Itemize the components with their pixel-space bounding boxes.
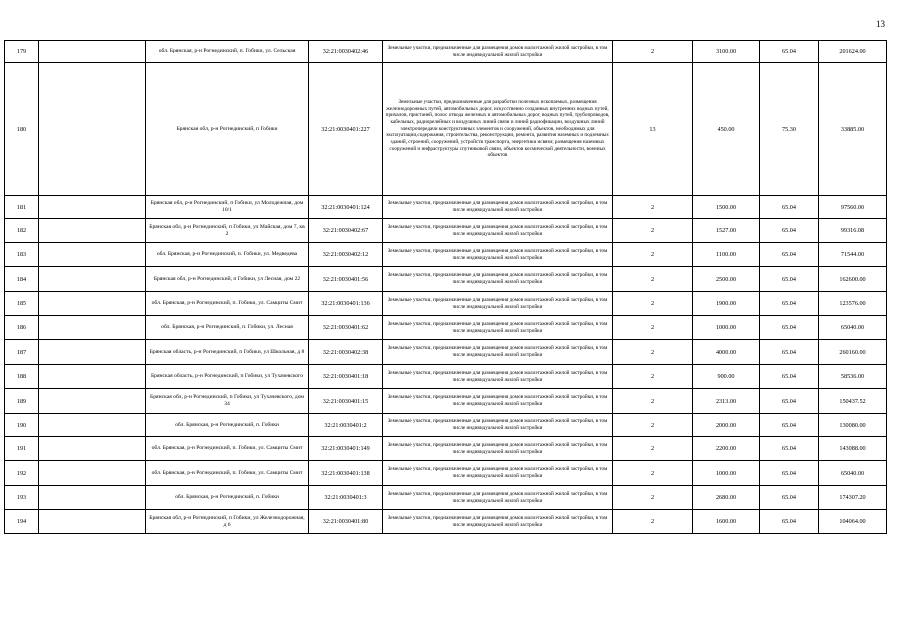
use-group-cell: 2 <box>613 196 693 219</box>
blank-cell <box>39 365 146 389</box>
land-use-purpose-cell: Земельные участки, предназначенные для размещения домов малоэтажной жилой застройки, в том числе индивидуальной жилой застройки <box>383 41 613 63</box>
cadastral-number-cell: 32:21:0030401:15 <box>309 389 383 414</box>
row-index: 180 <box>5 63 39 196</box>
cadastral-value-cell: 201624.00 <box>819 41 887 63</box>
cadastral-number-cell: 32:21:0030402:67 <box>309 219 383 243</box>
table-row <box>5 389 887 414</box>
row-index: 192 <box>5 461 39 486</box>
cadastral-value-cell: 130080.00 <box>819 414 887 437</box>
row-index: 191 <box>5 437 39 461</box>
blank-cell <box>39 340 146 365</box>
specific-value-cell: 65.04 <box>760 219 819 243</box>
use-group-cell: 2 <box>613 41 693 63</box>
table-row <box>5 63 887 196</box>
area-cell: 1000.00 <box>693 316 760 340</box>
address-cell: Брянская область, р-н Рогнединский, п Гобики, ул Тухачевского <box>146 365 309 389</box>
address-cell: обл. Брянская, р-н Рогнединский, п. Гобики, ул. Самциты Смит <box>146 461 309 486</box>
specific-value-cell: 65.04 <box>760 365 819 389</box>
specific-value-cell: 65.04 <box>760 389 819 414</box>
row-index: 194 <box>5 510 39 534</box>
land-use-purpose-cell: Земельные участки, предназначенные для размещения домов малоэтажной жилой застройки, в том числе индивидуальной жилой застройки <box>383 461 613 486</box>
cadastral-number-cell: 32:21:0030401:3 <box>309 486 383 510</box>
cadastral-number-cell: 32:21:0030401:56 <box>309 267 383 292</box>
address-cell: обл. Брянская, р-н Рогнединский, п. Гобики, ул. Самциты Смит <box>146 292 309 316</box>
address-cell: обл. Брянская, р-н Рогнединский, п. Гобики <box>146 414 309 437</box>
blank-cell <box>39 414 146 437</box>
use-group-cell: 2 <box>613 267 693 292</box>
cadastral-value-cell: 65040.00 <box>819 461 887 486</box>
table-row <box>5 267 887 292</box>
cadastral-number-cell: 32:21:0030401:227 <box>309 63 383 196</box>
address-cell: Брянская обл, р-н Рогнединский, п Гобики, ул Железнодорожная, д 6 <box>146 510 309 534</box>
specific-value-cell: 65.04 <box>760 340 819 365</box>
blank-cell <box>39 316 146 340</box>
land-use-purpose-cell: Земельные участки, предназначенные для разработки полезных ископаемых, размещения железнодорожных путей, автомобильных дорог, искусственно созданных внутренних водных путей, причалов, пристаней, полос отвода железных и автомобильных дорог, водных путей, трубопроводов, кабельных, радиорелейных и воздушных линий связи и линий радиофикации, воздушных линий электропередачи конструктивных элементов и сооружений, объектов, необходимых для эксплуатации,содержания, строительства, реконструкции, ремонта, развития наземных и подземных зданий, строений, сооружений, устройств транспорта, энергетики исвязи; размещения наземных сооружений и инфраструктуры спутниковой связи, объектов космической деятельности, военных объектов <box>383 63 613 196</box>
cadastral-value-cell: 174307.20 <box>819 486 887 510</box>
cadastral-value-cell: 58536.00 <box>819 365 887 389</box>
blank-cell <box>39 41 146 63</box>
land-use-purpose-cell: Земельные участки, предназначенные для размещения домов малоэтажной жилой застройки, в том числе индивидуальной жилой застройки <box>383 510 613 534</box>
address-cell: Брянская обл, р-н Рогнединский, п Гобики <box>146 63 309 196</box>
use-group-cell: 2 <box>613 486 693 510</box>
row-index: 190 <box>5 414 39 437</box>
use-group-cell: 2 <box>613 292 693 316</box>
cadastral-value-cell: 104064.00 <box>819 510 887 534</box>
row-index: 185 <box>5 292 39 316</box>
cadastral-number-cell: 32:21:0030402:46 <box>309 41 383 63</box>
address-cell: обл. Брянская, р-н Рогнединский, п. Гобики, ул. Медведева <box>146 243 309 267</box>
table-row <box>5 219 887 243</box>
cadastral-value-table <box>4 40 887 534</box>
blank-cell <box>39 243 146 267</box>
cadastral-value-cell: 99316.08 <box>819 219 887 243</box>
specific-value-cell: 65.04 <box>760 267 819 292</box>
cadastral-number-cell: 32:21:0030401:80 <box>309 510 383 534</box>
specific-value-cell: 65.04 <box>760 510 819 534</box>
table-row <box>5 365 887 389</box>
use-group-cell: 2 <box>613 389 693 414</box>
use-group-cell: 2 <box>613 437 693 461</box>
table-row <box>5 437 887 461</box>
use-group-cell: 2 <box>613 510 693 534</box>
blank-cell <box>39 486 146 510</box>
row-index: 188 <box>5 365 39 389</box>
blank-cell <box>39 461 146 486</box>
cadastral-value-cell: 71544.00 <box>819 243 887 267</box>
land-use-purpose-cell: Земельные участки, предназначенные для размещения домов малоэтажной жилой застройки, в том числе индивидуальной жилой застройки <box>383 267 613 292</box>
specific-value-cell: 65.04 <box>760 461 819 486</box>
specific-value-cell: 65.04 <box>760 316 819 340</box>
area-cell: 1500.00 <box>693 196 760 219</box>
specific-value-cell: 65.04 <box>760 486 819 510</box>
address-cell: Брянская обл, р-н Рогнединский, п Гобики, ул Майская, дом 7, кв 2 <box>146 219 309 243</box>
area-cell: 900.00 <box>693 365 760 389</box>
blank-cell <box>39 63 146 196</box>
blank-cell <box>39 510 146 534</box>
use-group-cell: 2 <box>613 243 693 267</box>
use-group-cell: 2 <box>613 365 693 389</box>
row-index: 186 <box>5 316 39 340</box>
row-index: 193 <box>5 486 39 510</box>
land-use-purpose-cell: Земельные участки, предназначенные для размещения домов малоэтажной жилой застройки, в том числе индивидуальной жилой застройки <box>383 219 613 243</box>
row-index: 181 <box>5 196 39 219</box>
land-use-purpose-cell: Земельные участки, предназначенные для размещения домов малоэтажной жилой застройки, в том числе индивидуальной жилой застройки <box>383 340 613 365</box>
area-cell: 4000.00 <box>693 340 760 365</box>
land-use-purpose-cell: Земельные участки, предназначенные для размещения домов малоэтажной жилой застройки, в том числе индивидуальной жилой застройки <box>383 365 613 389</box>
cadastral-number-cell: 32:21:0030401:62 <box>309 316 383 340</box>
land-use-purpose-cell: Земельные участки, предназначенные для размещения домов малоэтажной жилой застройки, в том числе индивидуальной жилой застройки <box>383 196 613 219</box>
row-index: 182 <box>5 219 39 243</box>
blank-cell <box>39 267 146 292</box>
cadastral-number-cell: 32:21:0030401:124 <box>309 196 383 219</box>
cadastral-number-cell: 32:21:0030401:2 <box>309 414 383 437</box>
address-cell: Брянская область, р-н Рогнединский, п Гобики, ул Школьная, д 8 <box>146 340 309 365</box>
specific-value-cell: 75.30 <box>760 63 819 196</box>
table-row <box>5 340 887 365</box>
specific-value-cell: 65.04 <box>760 41 819 63</box>
use-group-cell: 2 <box>613 414 693 437</box>
table-row <box>5 510 887 534</box>
area-cell: 2680.00 <box>693 486 760 510</box>
area-cell: 1600.00 <box>693 510 760 534</box>
area-cell: 2313.00 <box>693 389 760 414</box>
address-cell: обл. Брянская, р-н Рогнединский, п. Гобики, ул. Лесная <box>146 316 309 340</box>
land-use-purpose-cell: Земельные участки, предназначенные для размещения домов малоэтажной жилой застройки, в том числе индивидуальной жилой застройки <box>383 316 613 340</box>
use-group-cell: 2 <box>613 316 693 340</box>
address-cell: Брянская обл, р-н Рогнединский, п Гобики, ул Лесная, дом 22 <box>146 267 309 292</box>
cadastral-value-cell: 65040.00 <box>819 316 887 340</box>
cadastral-number-cell: 32:21:0030401:138 <box>309 461 383 486</box>
address-cell: обл. Брянская, р-н Рогнединский, п. Гобики, ул. Самциты Смит <box>146 437 309 461</box>
cadastral-value-cell: 97560.00 <box>819 196 887 219</box>
blank-cell <box>39 219 146 243</box>
cadastral-number-cell: 32:21:0030402:12 <box>309 243 383 267</box>
land-use-purpose-cell: Земельные участки, предназначенные для размещения домов малоэтажной жилой застройки, в том числе индивидуальной жилой застройки <box>383 292 613 316</box>
address-cell: Брянская обл, р-н Рогнединский, п Гобики, ул Тухачевского, дом 34 <box>146 389 309 414</box>
cadastral-number-cell: 32:21:0030401:18 <box>309 365 383 389</box>
row-index: 189 <box>5 389 39 414</box>
cadastral-value-cell: 123576.00 <box>819 292 887 316</box>
table-row <box>5 414 887 437</box>
specific-value-cell: 65.04 <box>760 414 819 437</box>
row-index: 184 <box>5 267 39 292</box>
cadastral-number-cell: 32:21:0030401:136 <box>309 292 383 316</box>
blank-cell <box>39 437 146 461</box>
page-number: 13 <box>876 19 885 29</box>
land-use-purpose-cell: Земельные участки, предназначенные для размещения домов малоэтажной жилой застройки, в том числе индивидуальной жилой застройки <box>383 486 613 510</box>
blank-cell <box>39 292 146 316</box>
area-cell: 2000.00 <box>693 414 760 437</box>
row-index: 187 <box>5 340 39 365</box>
cadastral-value-cell: 150437.52 <box>819 389 887 414</box>
cadastral-number-cell: 32:21:0030401:149 <box>309 437 383 461</box>
land-use-purpose-cell: Земельные участки, предназначенные для размещения домов малоэтажной жилой застройки, в том числе индивидуальной жилой застройки <box>383 414 613 437</box>
specific-value-cell: 65.04 <box>760 292 819 316</box>
cadastral-value-cell: 33885.00 <box>819 63 887 196</box>
area-cell: 2500.00 <box>693 267 760 292</box>
specific-value-cell: 65.04 <box>760 243 819 267</box>
land-use-purpose-cell: Земельные участки, предназначенные для размещения домов малоэтажной жилой застройки, в том числе индивидуальной жилой застройки <box>383 437 613 461</box>
use-group-cell: 2 <box>613 219 693 243</box>
land-use-purpose-cell: Земельные участки, предназначенные для размещения домов малоэтажной жилой застройки, в том числе индивидуальной жилой застройки <box>383 243 613 267</box>
cadastral-number-cell: 32:21:0030402:38 <box>309 340 383 365</box>
area-cell: 1527.00 <box>693 219 760 243</box>
blank-cell <box>39 389 146 414</box>
address-cell: обл. Брянская, р-н Рогнединский, п. Гобики, ул. Сельская <box>146 41 309 63</box>
cadastral-value-cell: 143088.00 <box>819 437 887 461</box>
specific-value-cell: 65.04 <box>760 437 819 461</box>
table-row <box>5 196 887 219</box>
blank-cell <box>39 196 146 219</box>
land-use-purpose-cell: Земельные участки, предназначенные для размещения домов малоэтажной жилой застройки, в том числе индивидуальной жилой застройки <box>383 389 613 414</box>
cadastral-value-cell: 162600.00 <box>819 267 887 292</box>
table-row <box>5 486 887 510</box>
table-row <box>5 461 887 486</box>
address-cell: обл. Брянская, р-н Рогнединский, п. Гобики <box>146 486 309 510</box>
use-group-cell: 13 <box>613 63 693 196</box>
use-group-cell: 2 <box>613 340 693 365</box>
cadastral-value-cell: 260160.00 <box>819 340 887 365</box>
table-row <box>5 316 887 340</box>
row-index: 183 <box>5 243 39 267</box>
area-cell: 1000.00 <box>693 461 760 486</box>
use-group-cell: 2 <box>613 461 693 486</box>
area-cell: 1100.00 <box>693 243 760 267</box>
area-cell: 450.00 <box>693 63 760 196</box>
area-cell: 2200.00 <box>693 437 760 461</box>
row-index: 179 <box>5 41 39 63</box>
area-cell: 1900.00 <box>693 292 760 316</box>
table-row <box>5 292 887 316</box>
area-cell: 3100.00 <box>693 41 760 63</box>
table-row <box>5 243 887 267</box>
table-row <box>5 41 887 63</box>
address-cell: Брянская обл, р-н Рогнединский, п Гобики, ул Молодежная, дом 10/1 <box>146 196 309 219</box>
specific-value-cell: 65.04 <box>760 196 819 219</box>
